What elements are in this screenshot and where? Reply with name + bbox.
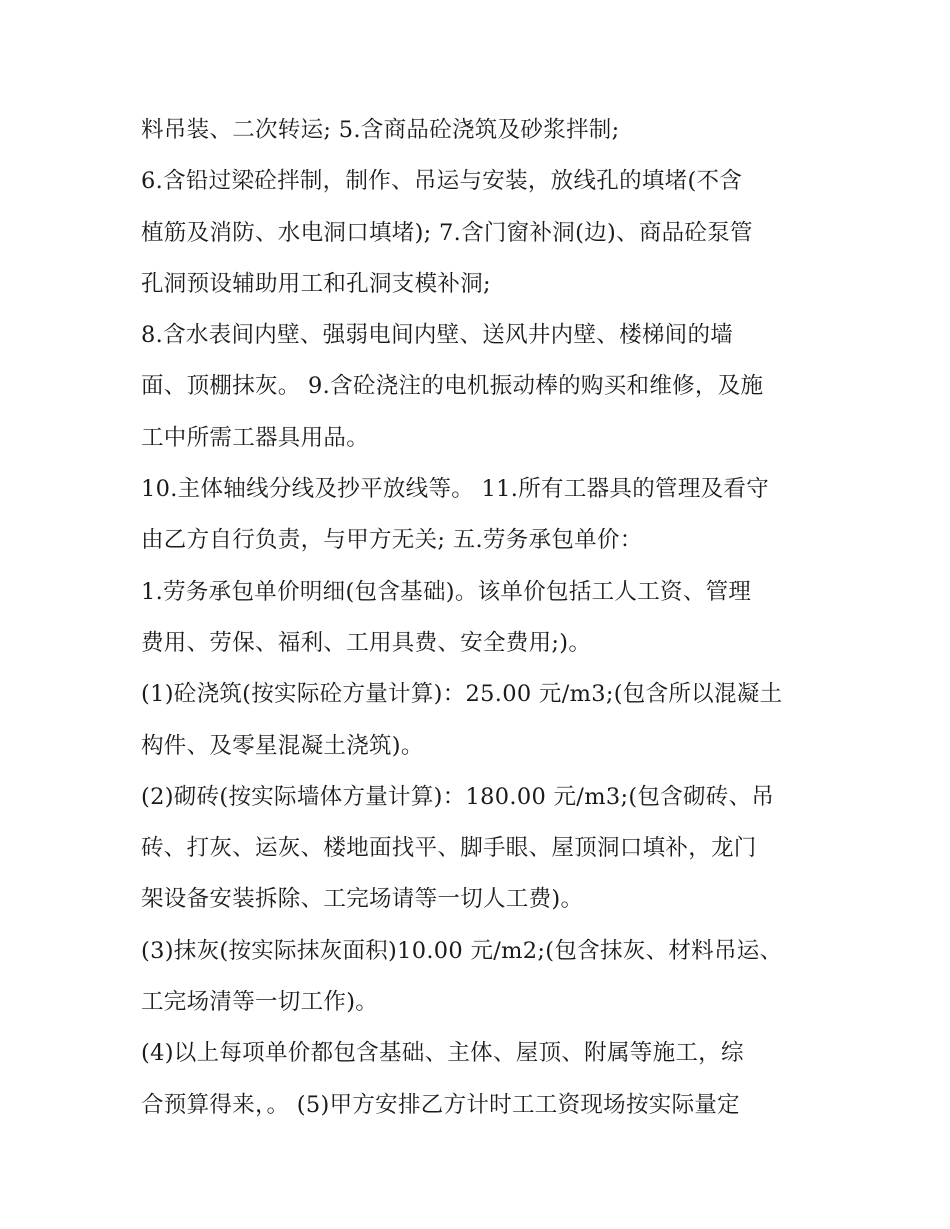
text-line-8: 10.主体轴线分线及抄平放线等。 11.所有工器具的管理及看守 — [141, 476, 770, 503]
text-line-5: 8.含水表间内壁、强弱电间内壁、送风井内壁、楼梯间的墙 — [141, 322, 734, 349]
text-line-7: 工中所需工器具用品。 — [141, 424, 370, 451]
text-line-18: 工完场清等一切工作)。 — [141, 989, 379, 1016]
text-line-1: 料吊装、二次转运; 5.含商品砼浇筑及砂浆拌制; — [141, 117, 620, 143]
contract-body-text — [141, 105, 821, 1131]
text-line-16: 架设备安装拆除、工完场请等一切人工费)。 — [141, 886, 584, 913]
text-line-12: (1)砼浇筑(按实际砼方量计算)：25.00 元/m3;(包含所以混凝土 — [141, 681, 783, 708]
text-line-2: 6.含铅过梁砼拌制，制作、吊运与安装，放线孔的填堵(不含 — [141, 168, 743, 195]
text-line-20: 合预算得来，。 (5)甲方安排乙方计时工工资现场按实际量定 — [141, 1091, 740, 1118]
text-line-15: 砖、打灰、运灰、楼地面找平、脚手眼、屋顶洞口填补，龙门 — [141, 835, 757, 862]
text-line-13: 构件、及零星混凝土浇筑)。 — [141, 732, 424, 759]
text-line-11: 费用、劳保、福利、工用具费、安全费用;)。 — [141, 629, 592, 656]
text-line-4: 孔洞预设辅助用工和孔洞支模补洞; — [141, 270, 491, 297]
text-line-10: 1.劳务承包单价明细(包含基础)。该单价包括工人工资、管理 — [141, 578, 752, 605]
text-line-17: (3)抹灰(按实际抹灰面积)10.00 元/m2;(包含抹灰、材料吊运、 — [141, 937, 783, 964]
text-line-14: (2)砌砖(按实际墙体方量计算)：180.00 元/m3;(包含砌砖、吊 — [141, 783, 775, 810]
text-line-9: 由乙方自行负责，与甲方无关; 五.劳务承包单价： — [141, 527, 643, 554]
text-line-6: 面、顶棚抹灰。 9.含砼浇注的电机振动棒的购买和维修，及施 — [141, 373, 764, 400]
text-line-19: (4)以上每项单价都包含基础、主体、屋顶、附属等施工，综 — [141, 1040, 744, 1067]
text-line-3: 植筋及消防、水电洞口填堵); 7.含门窗补洞(边)、商品砼泵管 — [141, 219, 753, 246]
